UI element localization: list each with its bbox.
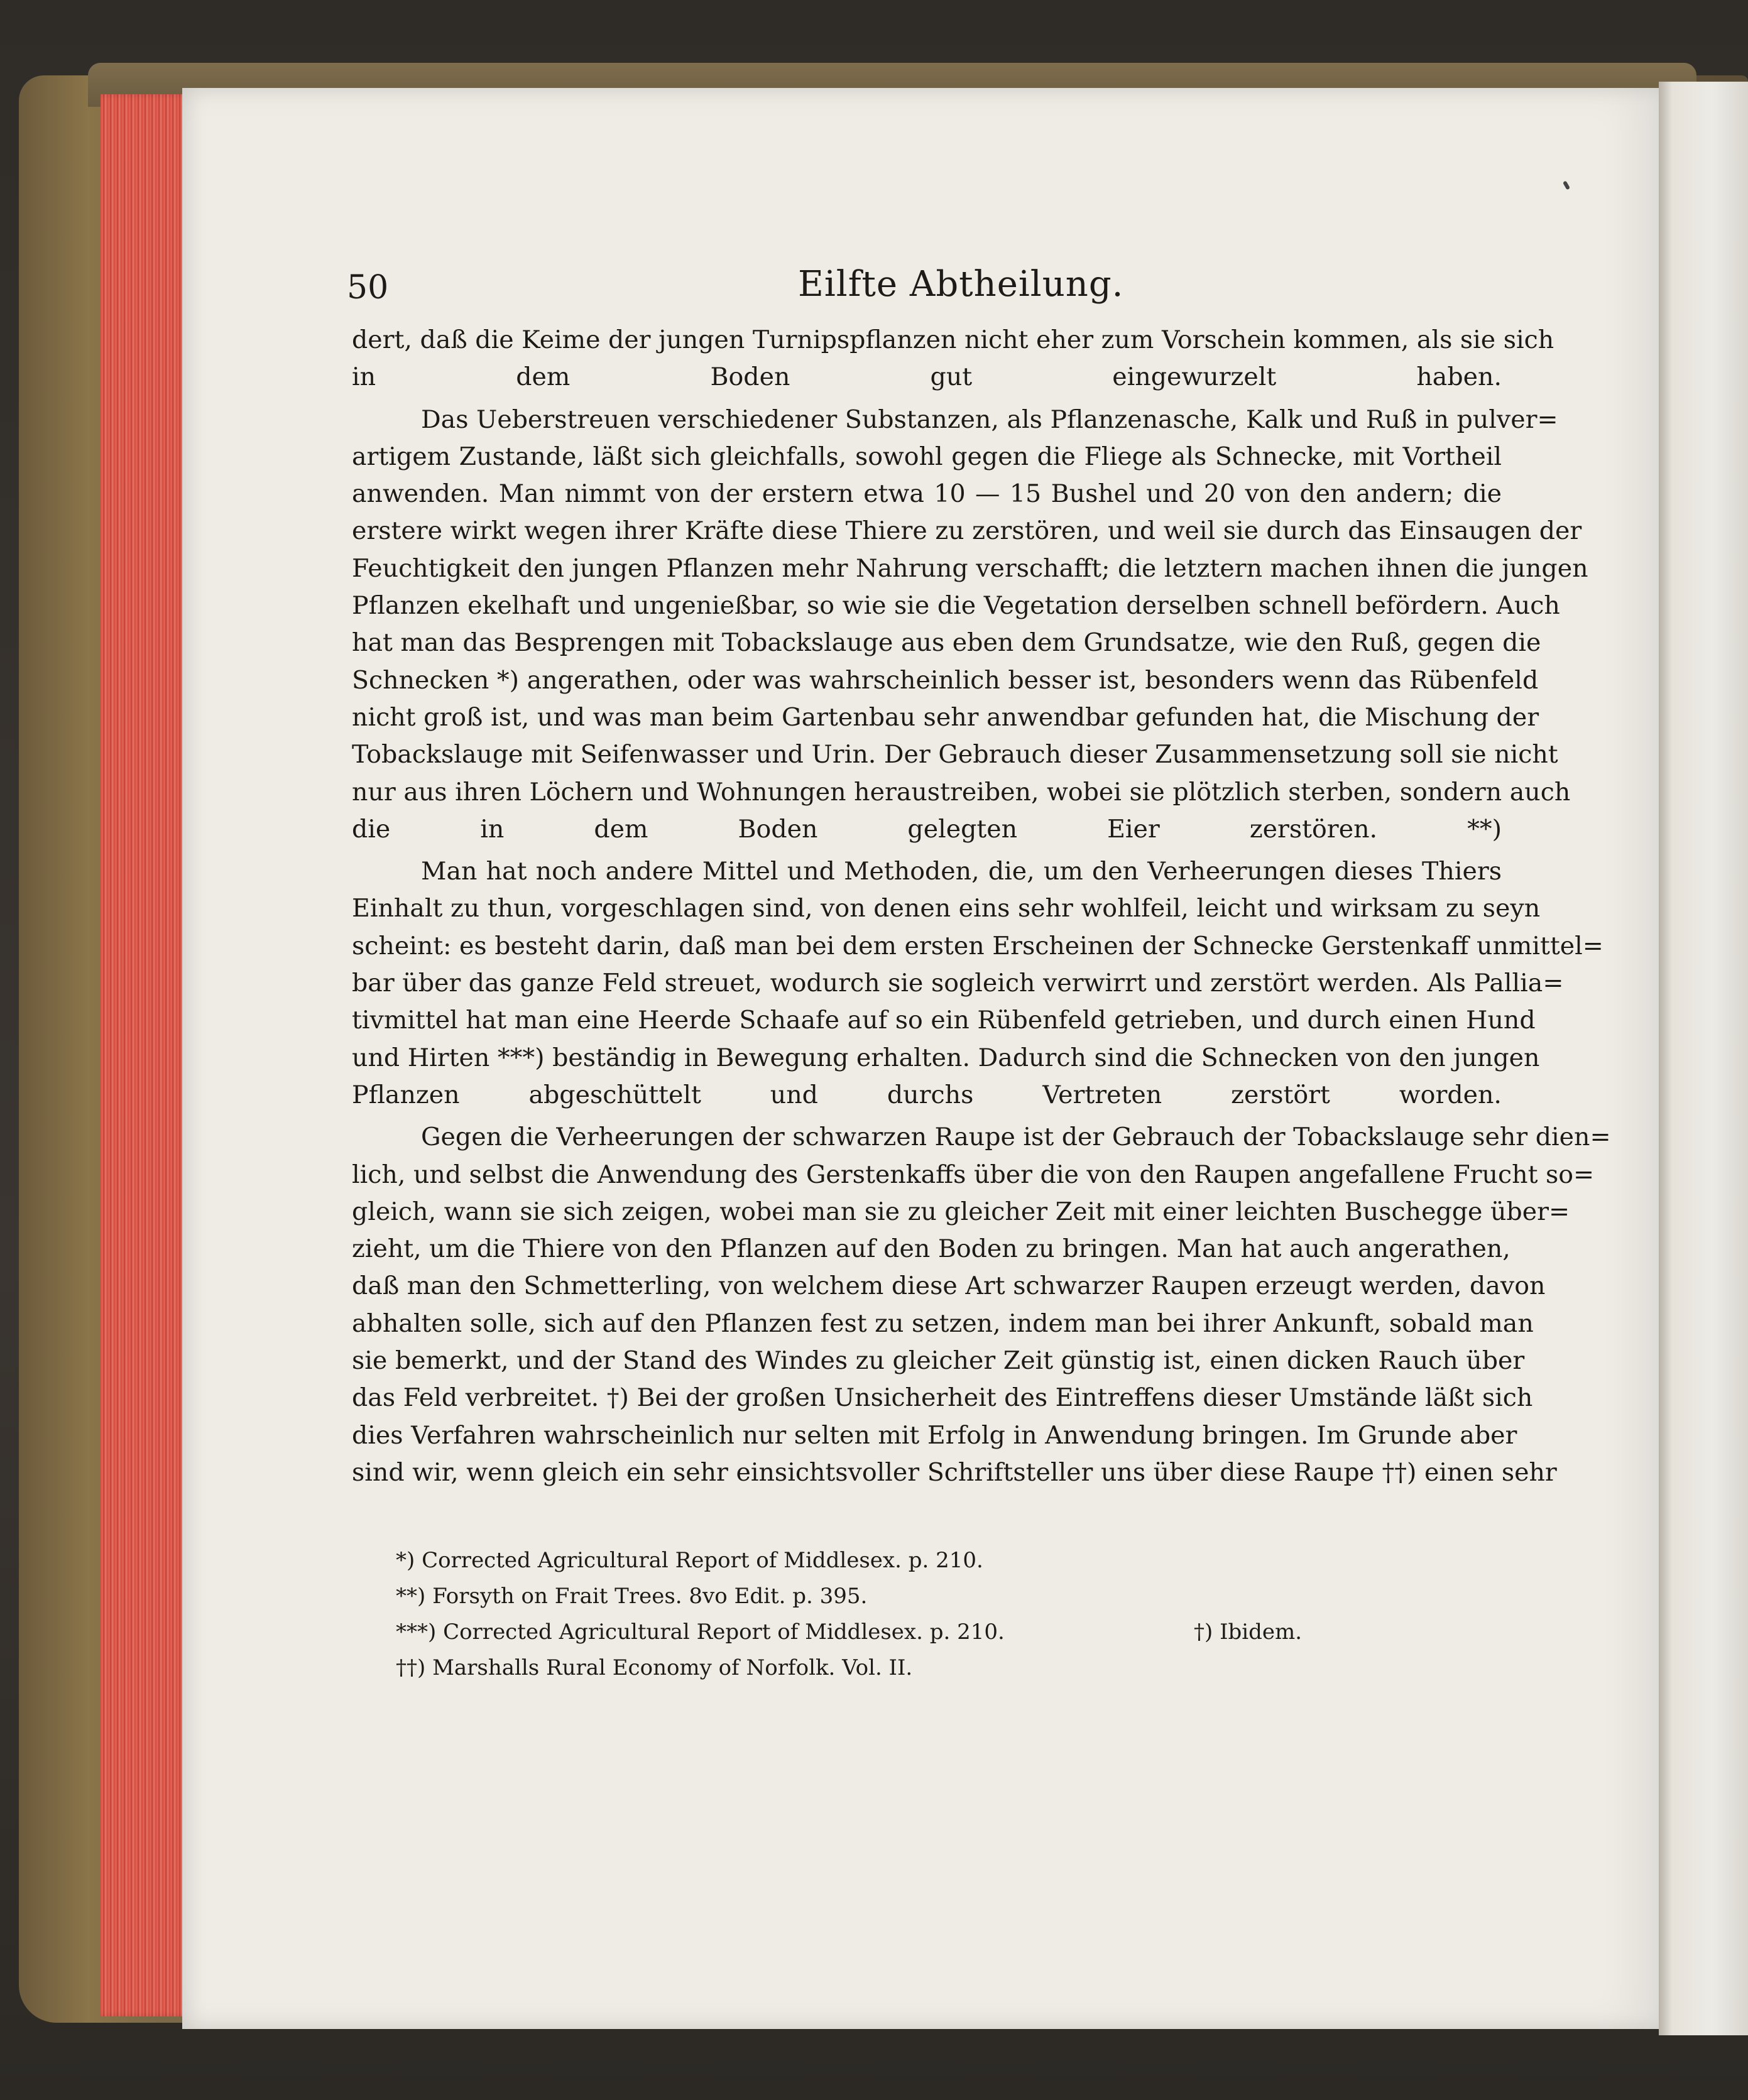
- text-line: tivmittel hat man eine Heerde Schaafe auf so ein Rübenfeld getrieben, und durch einen Hund: [352, 1006, 1536, 1035]
- red-page-edges: [101, 94, 195, 2016]
- footnote: ††) Marshalls Rural Economy of Norfolk. Vol. II.: [396, 1655, 913, 1680]
- text-line: scheint: es besteht darin, daß man bei dem ersten Erscheinen der Schnecke Gerstenkaff unmittel=: [352, 931, 1603, 960]
- text-line: daß man den Schmetterling, von welchem diese Art schwarzer Raupen erzeugt werden, davon: [352, 1271, 1546, 1301]
- footnote-ibidem: †) Ibidem.: [1194, 1619, 1303, 1645]
- paragraph: [352, 853, 1603, 1114]
- page-number: 50: [347, 269, 389, 307]
- text-line: Schnecken *) angerathen, oder was wahrscheinlich besser ist, besonders wenn das Rübenfeld: [352, 665, 1539, 695]
- text-line: und Hirten ***) beständig in Bewegung erhalten. Dadurch sind die Schnecken von den jungen: [352, 1043, 1540, 1072]
- text-line: zieht, um die Thiere von den Pflanzen auf den Boden zu bringen. Man hat auch angerathen,: [352, 1234, 1510, 1264]
- body-text: [352, 322, 1611, 1496]
- text-line: nicht groß ist, und was man beim Gartenbau sehr anwendbar gefunden hat, die Mischung der: [352, 702, 1539, 732]
- text-line: in dem Boden gut eingewurzelt haben.: [352, 362, 1502, 392]
- text-line: gleich, wann sie sich zeigen, wobei man sie zu gleicher Zeit mit einer leichten Buschegge über=: [352, 1197, 1570, 1226]
- text-line: dert, daß die Keime der jungen Turnipspflanzen nicht eher zum Vorschein kommen, als sie sich: [352, 325, 1554, 354]
- running-head: Eilfte Abtheilung.: [798, 264, 1124, 305]
- text-line: anwenden. Man nimmt von der erstern etwa 10 — 15 Bushel und 20 von den andern; die: [352, 479, 1502, 509]
- footnote: *) Corrected Agricultural Report of Middlesex. p. 210.: [396, 1548, 983, 1573]
- paragraph: [352, 322, 1554, 396]
- text-line: artigem Zustande, läßt sich gleichfalls, sowohl gegen die Fliege als Schnecke, mit Vortheil: [352, 442, 1502, 471]
- footnotes: [396, 1543, 1527, 1686]
- text-line: Gegen die Verheerungen der schwarzen Raupe ist der Gebrauch der Tobackslauge sehr dien=: [421, 1123, 1611, 1152]
- text-line: das Feld verbreitet. †) Bei der großen Unsicherheit des Eintreffens dieser Umstände läßt sich: [352, 1383, 1533, 1413]
- paragraph: [352, 1119, 1611, 1491]
- text-line: Das Ueberstreuen verschiedener Substanzen, als Pflanzenasche, Kalk und Ruß in pulver=: [421, 405, 1558, 434]
- text-line: abhalten solle, sich auf den Pflanzen fest zu setzen, indem man bei ihrer Ankunft, sobald man: [352, 1308, 1534, 1338]
- text-line: lich, und selbst die Anwendung des Gerstenkaffs über die von den Raupen angefallene Frucht so=: [352, 1160, 1595, 1189]
- text-line: sind wir, wenn gleich ein sehr einsichtsvoller Schriftsteller uns über diese Raupe ††) einen sehr: [352, 1457, 1557, 1487]
- text-line: Pflanzen abgeschüttelt und durchs Vertreten zerstört worden.: [352, 1080, 1502, 1109]
- text-line: hat man das Besprengen mit Tobackslauge aus eben dem Grundsatze, wie den Ruß, gegen die: [352, 628, 1541, 658]
- text-line: die in dem Boden gelegten Eier zerstören. **): [352, 814, 1502, 844]
- text-line: Tobackslauge mit Seifenwasser und Urin. Der Gebrauch dieser Zusammensetzung soll sie nicht: [352, 740, 1558, 770]
- footnote-text: ***) Corrected Agricultural Report of Middlesex. p. 210.: [396, 1619, 1005, 1645]
- text-line: Einhalt zu thun, vorgeschlagen sind, von denen eins sehr wohlfeil, leicht und wirksam zu seyn: [352, 894, 1541, 923]
- text-line: dies Verfahren wahrscheinlich nur selten mit Erfolg in Anwendung bringen. Im Grunde aber: [352, 1420, 1517, 1450]
- footnote: [396, 1614, 1527, 1650]
- text-line: sie bemerkt, und der Stand des Windes zu gleicher Zeit günstig ist, einen dicken Rauch über: [352, 1346, 1525, 1376]
- text-line: nur aus ihren Löchern und Wohnungen heraustreiben, wobei sie plötzlich sterben, sondern auch: [352, 777, 1571, 807]
- facing-page-edge: [1659, 82, 1748, 2035]
- text-line: erstere wirkt wegen ihrer Kräfte diese Thiere zu zerstören, und weil sie durch das Einsaugen der: [352, 516, 1582, 546]
- text-line: Feuchtigkeit den jungen Pflanzen mehr Nahrung verschafft; die letztern machen ihnen die jungen: [352, 553, 1588, 583]
- text-line: Man hat noch andere Mittel und Methoden, die, um den Verheerungen dieses Thiers: [421, 857, 1502, 886]
- footnote: **) Forsyth on Frait Trees. 8vo Edit. p. 395.: [396, 1584, 868, 1609]
- text-line: bar über das ganze Feld streuet, wodurch sie sogleich verwirrt und zerstört werden. Als Pallia=: [352, 969, 1564, 998]
- text-line: Pflanzen ekelhaft und ungenießbar, so wie sie die Vegetation derselben schnell befördern. Auch: [352, 591, 1560, 621]
- paragraph: [352, 401, 1588, 849]
